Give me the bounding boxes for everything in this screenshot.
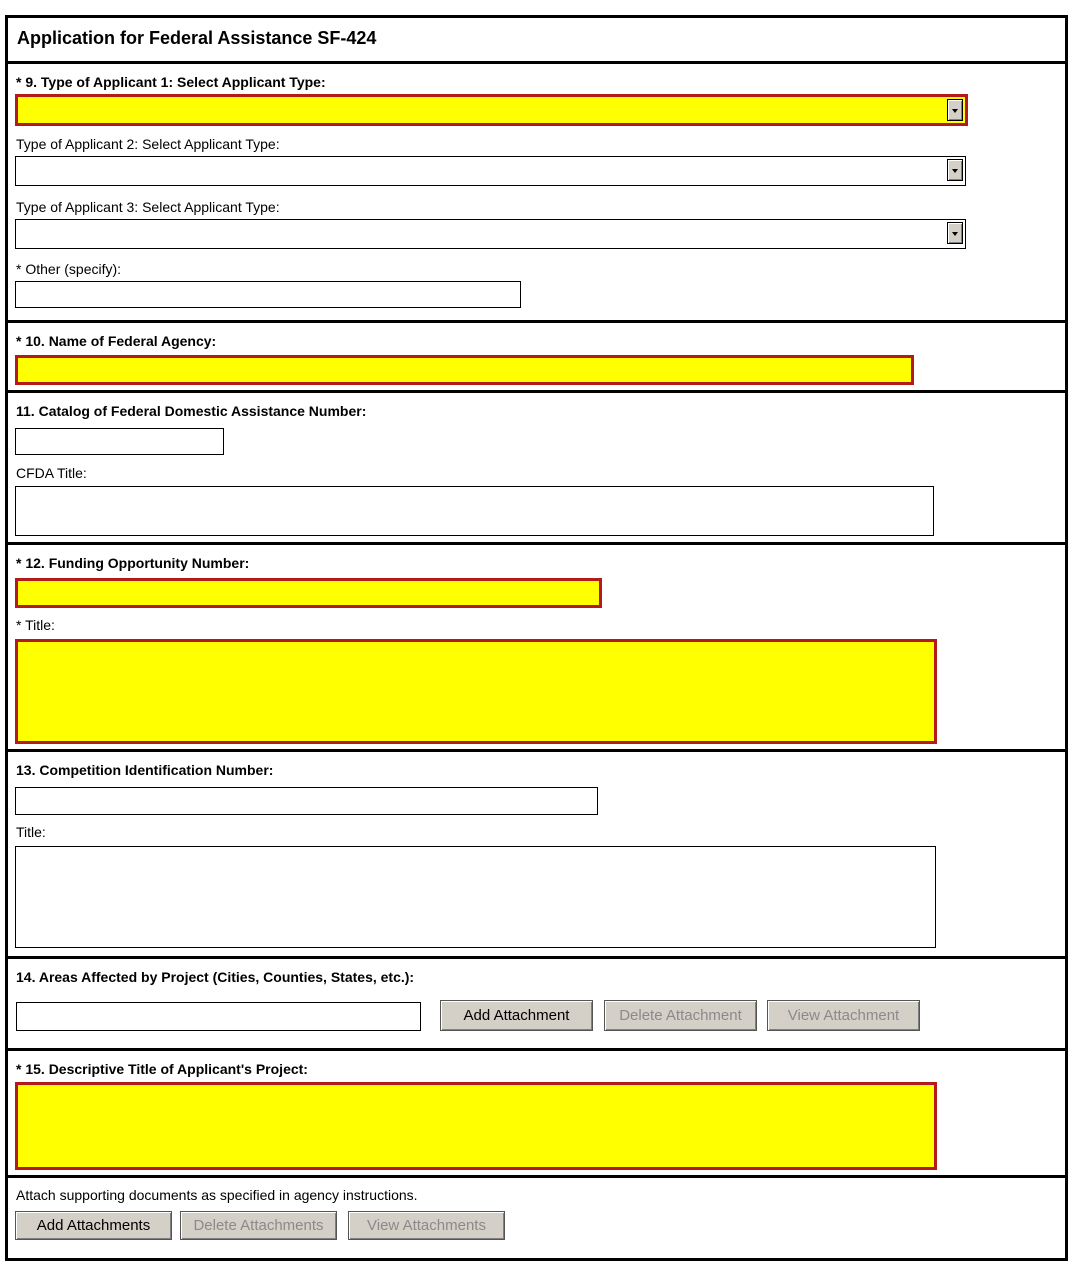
page-title: Application for Federal Assistance SF-424	[17, 28, 377, 48]
section-12	[8, 545, 1065, 752]
funding-title-textarea[interactable]	[15, 639, 937, 744]
funding-opportunity-input[interactable]	[15, 578, 602, 608]
other-specify-input[interactable]	[15, 281, 521, 308]
federal-agency-input[interactable]	[15, 355, 914, 385]
cfda-number-label: 11. Catalog of Federal Domestic Assistance Number:	[16, 403, 367, 419]
view-attachments-button[interactable]: View Attachments	[348, 1211, 505, 1240]
section-14	[8, 959, 1065, 1051]
section-10	[8, 323, 1065, 393]
other-specify-label: * Other (specify):	[16, 261, 122, 277]
competition-title-label: Title:	[16, 824, 46, 840]
section-11	[8, 393, 1065, 545]
cfda-title-textarea[interactable]	[15, 486, 934, 536]
cfda-title-label: CFDA Title:	[16, 465, 87, 481]
applicant-type-3-select[interactable]	[15, 219, 966, 249]
project-title-label: * 15. Descriptive Title of Applicant's Project:	[16, 1061, 308, 1077]
sf424-form	[5, 15, 1068, 1261]
supporting-attachments	[8, 1178, 1065, 1258]
areas-affected-file-input[interactable]	[16, 1002, 421, 1031]
chevron-down-icon[interactable]	[947, 159, 963, 181]
view-attachment-button[interactable]: View Attachment	[767, 1000, 920, 1031]
section-13	[8, 752, 1065, 959]
competition-id-label: 13. Competition Identification Number:	[16, 762, 274, 778]
add-attachments-button[interactable]: Add Attachments	[15, 1211, 172, 1240]
add-attachment-button[interactable]: Add Attachment	[440, 1000, 593, 1031]
project-title-textarea[interactable]	[15, 1082, 937, 1170]
competition-id-input[interactable]	[15, 787, 598, 815]
delete-attachment-button[interactable]: Delete Attachment	[604, 1000, 757, 1031]
areas-affected-label: 14. Areas Affected by Project (Cities, Counties, States, etc.):	[16, 969, 415, 985]
applicant-type-2-label: Type of Applicant 2: Select Applicant Type:	[16, 136, 280, 152]
competition-title-textarea[interactable]	[15, 846, 936, 948]
section-15	[8, 1051, 1065, 1178]
funding-title-label: * Title:	[16, 617, 55, 633]
chevron-down-icon[interactable]	[947, 99, 963, 121]
attachments-instructions: Attach supporting documents as specified in agency instructions.	[16, 1187, 418, 1203]
cfda-number-input[interactable]	[15, 428, 224, 455]
federal-agency-label: * 10. Name of Federal Agency:	[16, 333, 217, 349]
applicant-type-3-label: Type of Applicant 3: Select Applicant Type:	[16, 199, 280, 215]
form-header	[8, 18, 1065, 64]
applicant-type-1-select[interactable]	[15, 94, 968, 126]
chevron-down-icon[interactable]	[947, 222, 963, 244]
section-9	[8, 64, 1065, 323]
delete-attachments-button[interactable]: Delete Attachments	[180, 1211, 337, 1240]
applicant-type-2-select[interactable]	[15, 156, 966, 186]
funding-opportunity-label: * 12. Funding Opportunity Number:	[16, 555, 250, 571]
applicant-type-1-label: * 9. Type of Applicant 1: Select Applicant Type:	[16, 74, 326, 90]
